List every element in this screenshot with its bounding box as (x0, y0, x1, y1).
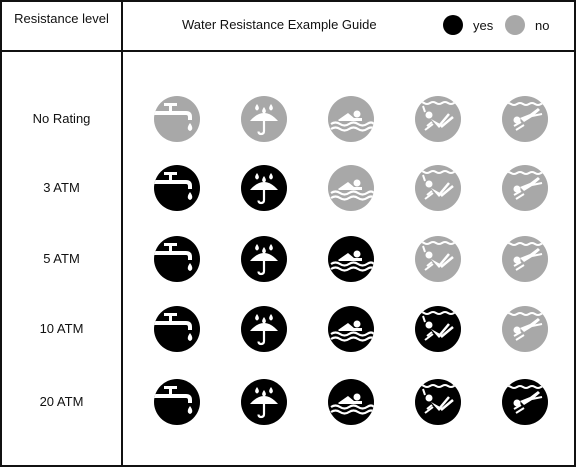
legend-no-dot (505, 15, 525, 35)
faucet-icon (154, 236, 200, 282)
swimming-icon (328, 306, 374, 352)
snorkeling-icon (415, 165, 461, 211)
legend-yes-label: yes (473, 18, 494, 33)
guide-title: Water Resistance Example Guide (182, 17, 377, 32)
rain-umbrella-icon (241, 96, 287, 142)
faucet-icon (154, 96, 200, 142)
legend-yes-dot (443, 15, 463, 35)
snorkeling-icon (415, 306, 461, 352)
swimming-icon (328, 379, 374, 425)
diving-icon (502, 306, 548, 352)
rain-umbrella-icon (241, 306, 287, 352)
diving-icon (502, 165, 548, 211)
row-label: 3 ATM (43, 180, 80, 195)
row-label: 20 ATM (39, 394, 84, 409)
faucet-icon (154, 165, 200, 211)
column-divider (121, 2, 123, 465)
faucet-icon (154, 306, 200, 352)
rain-umbrella-icon (241, 236, 287, 282)
snorkeling-icon (415, 96, 461, 142)
snorkeling-icon (415, 236, 461, 282)
faucet-icon (154, 379, 200, 425)
rain-umbrella-icon (241, 165, 287, 211)
swimming-icon (328, 236, 374, 282)
row-label: 5 ATM (43, 251, 80, 266)
row-label: No Rating (32, 111, 91, 126)
diving-icon (502, 236, 548, 282)
snorkeling-icon (415, 379, 461, 425)
resistance-level-header: Resistance level (14, 11, 109, 26)
row-label: 10 ATM (39, 321, 84, 336)
diving-icon (502, 379, 548, 425)
diving-icon (502, 96, 548, 142)
swimming-icon (328, 96, 374, 142)
legend-no-label: no (535, 18, 550, 33)
swimming-icon (328, 165, 374, 211)
rain-umbrella-icon (241, 379, 287, 425)
header-divider (2, 50, 574, 52)
